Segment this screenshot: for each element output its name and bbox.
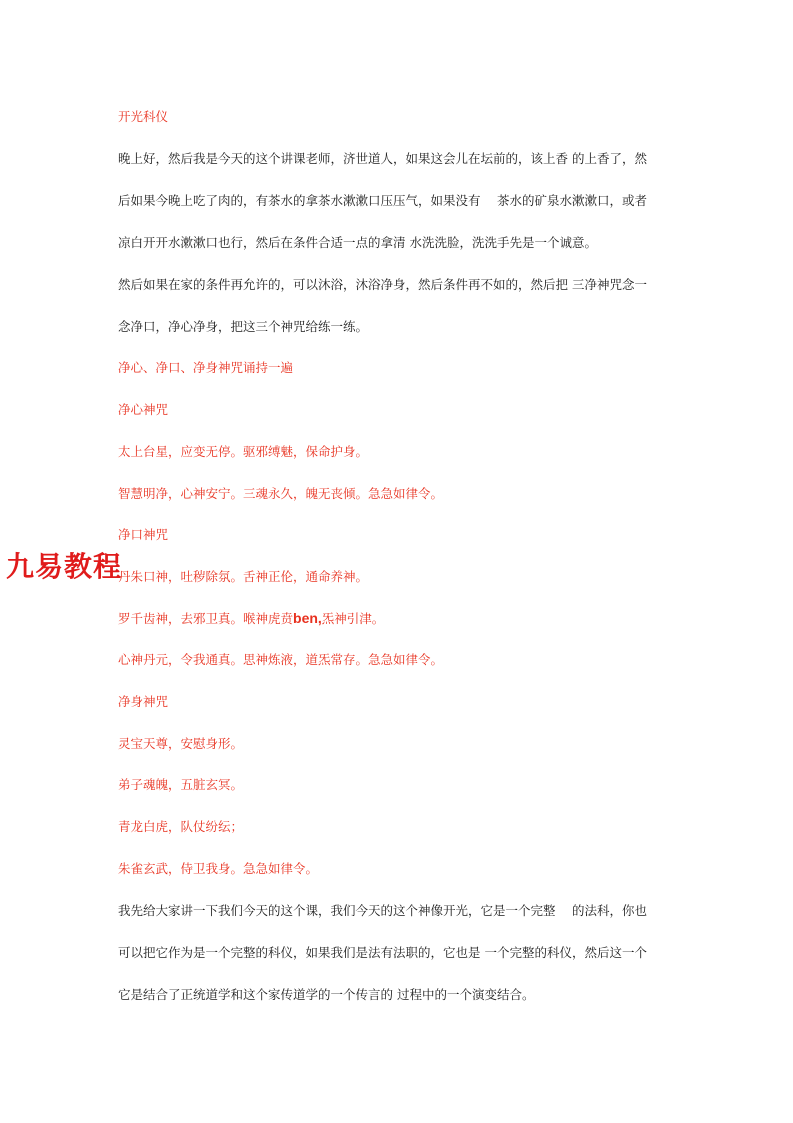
mantra-line: 弟子魂魄，五脏玄冥。 [118, 777, 244, 792]
section-heading: 净心、净口、净身神咒诵持一遍 [118, 360, 294, 375]
paragraph-line: 念净口，净心净身，把这三个神咒给练一练。 [118, 319, 369, 334]
closing-line: 它是结合了正统道学和这个家传道学的一个传言的 过程中的一个演变结合。 [118, 987, 535, 1002]
mantra-line [118, 609, 678, 628]
jingxin-heading: 净心神咒 [118, 402, 169, 417]
mantra-line: 灵宝天尊，安慰身形。 [118, 736, 244, 751]
document-title: 开光科仪 [118, 109, 169, 124]
mantra-line: 丹朱口神，吐秽除氛。舌神正伦，通命养神。 [118, 569, 369, 584]
mantra-line: 智慧明净，心神安宁。三魂永久，魄无丧倾。急急如律令。 [118, 486, 444, 501]
mantra-line: 心神丹元，令我通真。思神炼液，道炁常存。急急如律令。 [118, 652, 444, 667]
watermark-logo: 九易教程 [6, 550, 123, 583]
paragraph-line: 然后如果在家的条件再允许的，可以沐浴，沐浴净身，然后条件再不如的，然后把 三净神咒念一 [118, 277, 647, 292]
mantra-line: 太上台星，应变无停。驱邪缚魅，保命护身。 [118, 444, 369, 459]
mantra-line: 朱雀玄武，侍卫我身。急急如律令。 [118, 861, 319, 876]
paragraph-line: 凉白开开水漱漱口也行，然后在条件合适一点的拿清 水洗洗脸，洗洗手先是一个诚意。 [118, 235, 597, 250]
closing-line: 可以把它作为是一个完整的科仪，如果我们是法有法职的，它也是 一个完整的科仪，然后这一个 [118, 945, 647, 960]
mantra-line: 青龙白虎，队仗纷纭； [118, 819, 244, 834]
mantra-text: 炁神引津。 [321, 611, 385, 626]
jingshen-heading: 净身神咒 [118, 694, 169, 709]
paragraph-line: 后如果今晚上吃了肉的，有茶水的拿茶水漱漱口压压气，如果没有 茶水的矿泉水漱漱口，或者 [118, 193, 647, 208]
closing-line: 我先给大家讲一下我们今天的这个课，我们今天的这个神像开光，它是一个完整 的法科，你也 [118, 903, 647, 918]
paragraph-line: 晚上好，然后我是今天的这个讲课老师，济世道人，如果这会儿在坛前的，该上香 的上香了，然 [118, 151, 647, 166]
pinyin-annotation: ben, [293, 610, 322, 626]
mantra-text: 罗千齿神，去邪卫真。喉神虎贲 [118, 611, 294, 626]
jingkou-heading: 净口神咒 [118, 527, 169, 542]
